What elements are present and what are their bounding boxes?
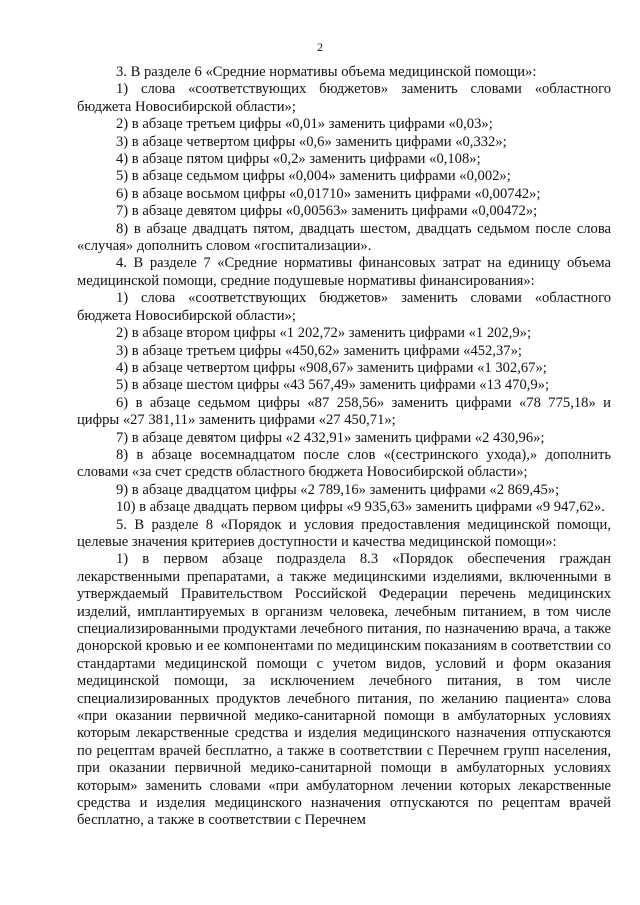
paragraph-4-1: 1) слова «соответствующих бюджетов» заменить словами «областного бюджета Новосибирской области»; xyxy=(77,290,611,324)
paragraph-3-1: 1) слова «соответствующих бюджетов» заменить словами «областного бюджета Новосибирской области»; xyxy=(77,81,611,115)
paragraph-3-5: 5) в абзаце седьмом цифры «0,004» заменить цифрами «0,002»; xyxy=(116,168,511,185)
paragraph-4-5: 5) в абзаце шестом цифры «43 567,49» заменить цифрами «13 470,9»; xyxy=(116,377,550,394)
paragraph-3-3: 3) в абзаце четвертом цифры «0,6» заменить цифрами «0,332»; xyxy=(116,133,507,150)
paragraph-3-4: 4) в абзаце пятом цифры «0,2» заменить цифрами «0,108»; xyxy=(116,151,481,168)
paragraph-3-2: 2) в абзаце третьем цифры «0,01» заменить цифрами «0,03»; xyxy=(116,116,493,133)
paragraph-4-10: 10) в абзаце двадцать первом цифры «9 935,63» заменить цифрами «9 947,62». xyxy=(116,499,605,516)
paragraph-4-8: 8) в абзаце восемнадцатом после слов «(сестринского ухода),» дополнить словами «за счет средств областного бюджета Новосибирской области»; xyxy=(77,446,611,481)
paragraph-4-3: 3) в абзаце третьем цифры «450,62» заменить цифрами «452,37»; xyxy=(116,342,522,359)
paragraph-4-4: 4) в абзаце четвертом цифры «908,67» заменить цифрами «1 302,67»; xyxy=(116,359,547,376)
document-body xyxy=(77,64,611,830)
paragraph-4-6: 6) в абзаце седьмом цифры «87 258,56» заменить цифрами «78 775,18» и цифры «27 381,11» заменить цифрами «27 450,71»; xyxy=(77,394,611,429)
paragraph-4: 4. В разделе 7 «Средние нормативы финансовых затрат на единицу объема медицинской помощи, средние подушевые нормативы финансирования»: xyxy=(77,255,611,289)
paragraph-5: 5. В разделе 8 «Порядок и условия предоставления медицинской помощи, целевые значения критериев доступности и качества медицинской помощи»: xyxy=(77,516,611,550)
paragraph-3-7: 7) в абзаце девятом цифры «0,00563» заменить цифрами «0,00472»; xyxy=(116,203,538,220)
paragraph-5-1: 1) в первом абзаце подраздела 8.3 «Порядок обеспечения граждан лекарственными препаратами, а также медицинскими изделиями, включенными в утверждаемый Правительством Российской Федерации перечень медицинских изделий, имплантируемых в организм человека, лечебным питанием, в том числе специализированными продуктами лечебного питания, по назначению врача, а также донорской кровью и ее компонентами по медицинским показаниям в соответствии со стандартами медицинской помощи с учетом видов, условий и форм оказания медицинской помощи, за исключением лечебного питания, в том числе специализированных продуктов лечебного питания, по желанию пациента» слова «при оказании первичной медико-санитарной помощи в амбулаторных условиях которым лекарственные средства и изделия медицинского назначения отпускаются по рецептам врачей бесплатно, а также в соответствии с Перечнем групп населения, при оказании первичной медико-санитарной помощи в амбулаторных условиях которым» заменить словами «при амбулаторном лечении которых лекарственные средства и изделия медицинского назначения отпускаются по рецептам врачей бесплатно, а также в соответствии с Перечнем xyxy=(77,551,611,829)
paragraph-3-6: 6) в абзаце восьмом цифры «0,01710» заменить цифрами «0,00742»; xyxy=(116,185,541,202)
paragraph-4-2: 2) в абзаце втором цифры «1 202,72» заменить цифрами «1 202,9»; xyxy=(116,325,532,342)
page-number: 2 xyxy=(317,40,323,54)
paragraph-4-7: 7) в абзаце девятом цифры «2 432,91» заменить цифрами «2 430,96»; xyxy=(116,429,545,446)
paragraph-3-8: 8) в абзаце двадцать пятом, двадцать шестом, двадцать седьмом после слова «случая» дополнить словом «госпитализации». xyxy=(77,220,611,255)
paragraph-3: 3. В разделе 6 «Средние нормативы объема медицинской помощи»: xyxy=(116,64,537,80)
paragraph-4-9: 9) в абзаце двадцатом цифры «2 789,16» заменить цифрами «2 869,45»; xyxy=(116,481,560,498)
